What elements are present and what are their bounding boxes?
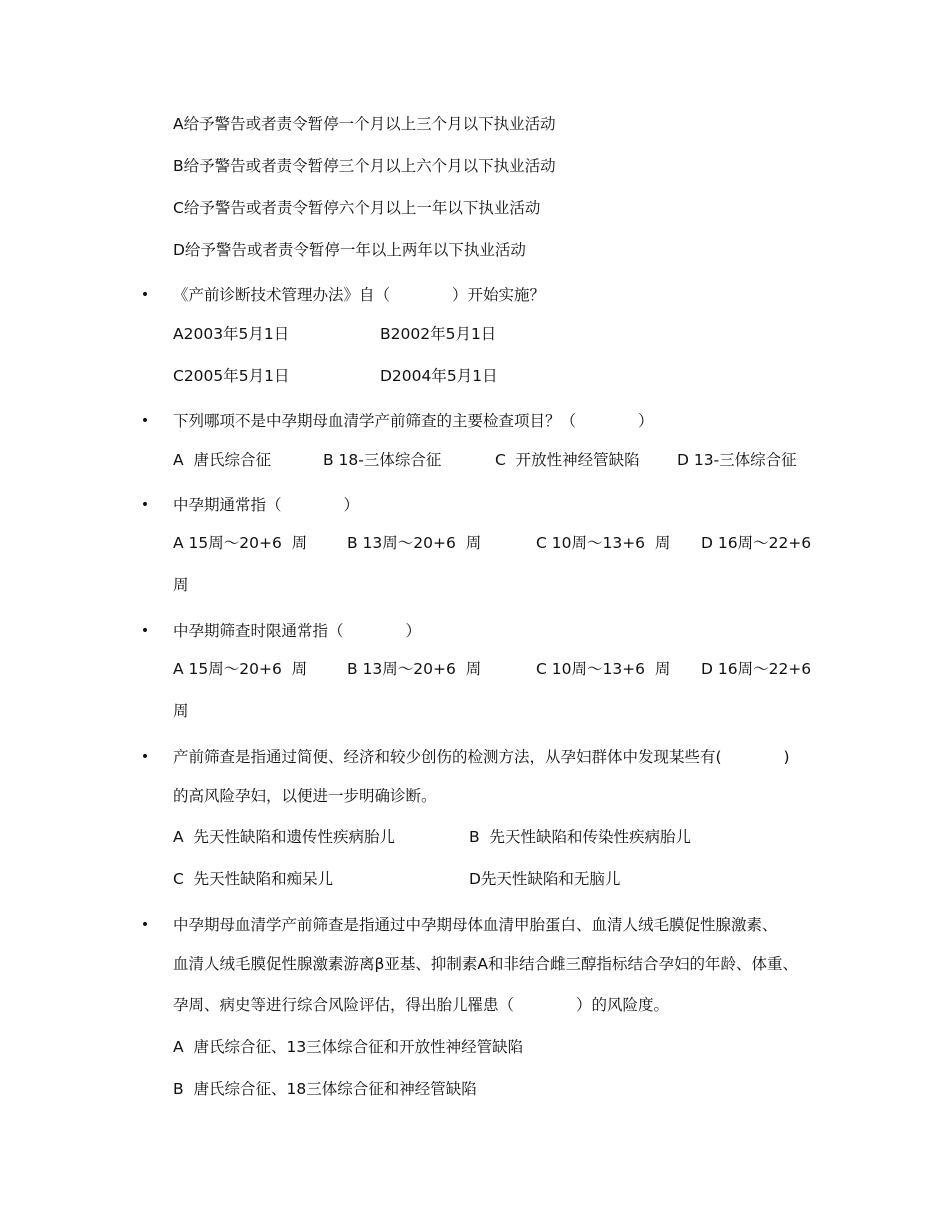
q3-option-d: D 16周～22+6 — [701, 534, 812, 552]
q0-option-a: A给予警告或者责令暂停一个月以上三个月以下执业活动 — [173, 115, 556, 133]
q6-option-a: A 唐氏综合征、13三体综合征和开放性神经管缺陷 — [173, 1038, 524, 1056]
q2-option-a: A 唐氏综合征 — [173, 451, 271, 469]
q1-option-a: A2003年5月1日 — [173, 325, 290, 343]
q2-question: 下列哪项不是中孕期母血清学产前筛查的主要检查项目？（ ） — [173, 412, 654, 430]
q1-question: 《产前诊断技术管理办法》自（ ）开始实施？ — [173, 286, 546, 304]
q5-option-a: A 先天性缺陷和遗传性疾病胎儿 — [173, 828, 395, 846]
q3-question: 中孕期通常指（ ） — [173, 496, 360, 514]
q3-option-a: A 15周～20+6 周 — [173, 534, 308, 552]
q5-option-b: B 先天性缺陷和传染性疾病胎儿 — [469, 828, 691, 846]
q6-bullet: • — [140, 917, 150, 933]
q2-option-c: C 开放性神经管缺陷 — [495, 451, 640, 469]
q4-bullet: • — [140, 623, 150, 639]
q0-option-d: D给予警告或者责令暂停一年以上两年以下执业活动 — [173, 241, 526, 259]
q6-option-b: B 唐氏综合征、18三体综合征和神经管缺陷 — [173, 1080, 477, 1098]
q6-question-line2: 血清人绒毛膜促性腺激素游离β亚基、抑制素A和非结合雌三醇指标结合孕妇的年龄、体重、 — [173, 955, 798, 973]
q4-option-b: B 13周～20+6 周 — [347, 660, 482, 678]
q2-option-b: B 18-三体综合征 — [323, 451, 442, 469]
q4-option-d-wrap: 周 — [173, 702, 189, 720]
q1-option-d: D2004年5月1日 — [380, 367, 498, 385]
q3-option-b: B 13周～20+6 周 — [347, 534, 482, 552]
q6-question-line3: 孕周、病史等进行综合风险评估，得出胎儿罹患（ ）的风险度。 — [173, 996, 670, 1014]
q1-option-b: B2002年5月1日 — [380, 325, 497, 343]
q5-question-line2: 的高风险孕妇，以便进一步明确诊断。 — [173, 787, 437, 805]
q5-option-d: D先天性缺陷和无脑儿 — [469, 870, 621, 888]
q3-bullet: • — [140, 497, 150, 513]
q0-option-b: B给予警告或者责令暂停三个月以上六个月以下执业活动 — [173, 157, 556, 175]
q2-option-d: D 13-三体综合征 — [677, 451, 797, 469]
q1-bullet: • — [140, 287, 150, 303]
q0-option-c: C给予警告或者责令暂停六个月以上一年以下执业活动 — [173, 199, 541, 217]
q3-option-c: C 10周～13+6 周 — [536, 534, 671, 552]
q4-option-a: A 15周～20+6 周 — [173, 660, 308, 678]
q4-option-d: D 16周～22+6 — [701, 660, 812, 678]
q1-option-c: C2005年5月1日 — [173, 367, 290, 385]
q5-option-c: C 先天性缺陷和痴呆儿 — [173, 870, 334, 888]
q5-bullet: • — [140, 749, 150, 765]
q4-question: 中孕期筛查时限通常指（ ） — [173, 622, 422, 640]
q6-question-line1: 中孕期母血清学产前筛查是指通过中孕期母体血清甲胎蛋白、血清人绒毛膜促性腺激素、 — [173, 916, 778, 934]
q5-question-line1: 产前筛查是指通过简便、经济和较少创伤的检测方法，从孕妇群体中发现某些有( ) — [173, 748, 790, 766]
q4-option-c: C 10周～13+6 周 — [536, 660, 671, 678]
q2-bullet: • — [140, 413, 150, 429]
q3-option-d-wrap: 周 — [173, 576, 189, 594]
